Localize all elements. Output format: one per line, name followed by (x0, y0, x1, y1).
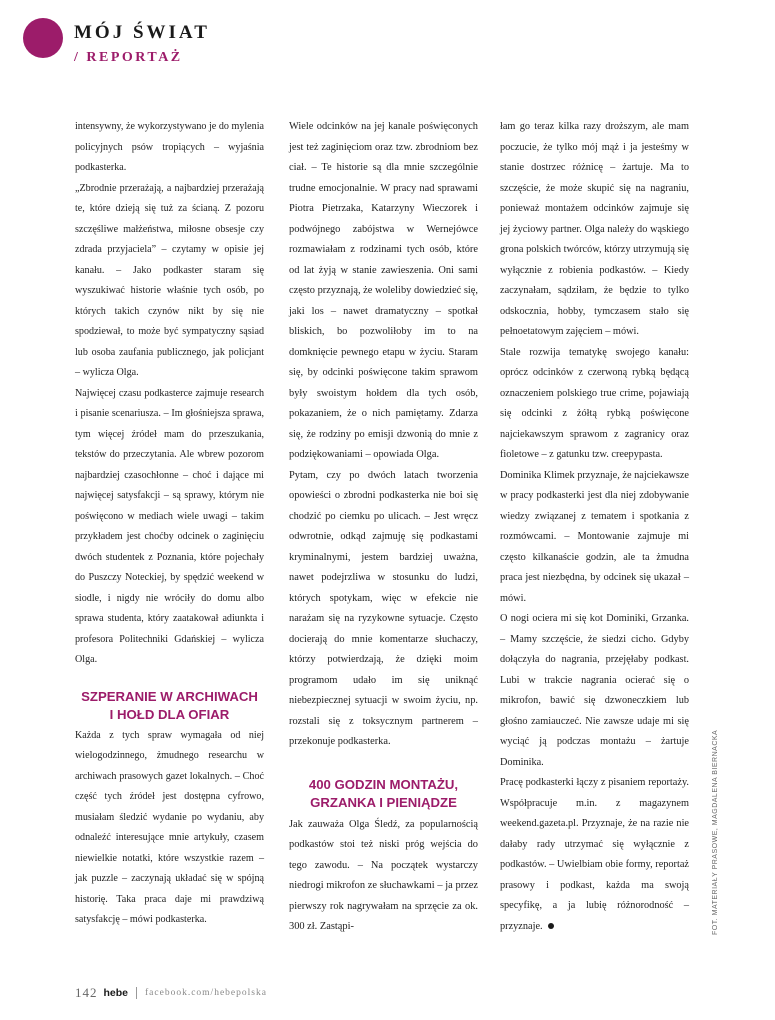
paragraph: „Zbrodnie przerażają, a najbardziej przerażają te, które dzieją się tuż za ścianą. Z pozoru szczęśliwe małżeństwa, miłosne obsesje czy zdrada przyjaciela” – czytamy w opisie jej kanału. – Jako podkaster staram się wyszukiwać historie właśnie tych osób, po których takich czynów nikt by się nie spodziewał, to może być sympatyczny sąsiad lub osoba zaufania publicznego, jak policjant – wylicza Olga. (75, 182, 264, 378)
paragraph: łam go teraz kilka razy droższym, ale mam poczucie, że tylko mój mąż i ja jesteśmy w stanie dostrzec różnicę – żartuje. Ma to szczęście, że może skupić się na nagraniu, ponieważ montażem odcinków zajmuje się jej życiowy partner. Olga należy do wąskiego grona polskich twórców, którzy utrzymują się wyłącznie z robienia podkastów. – Kiedy zaczynałam, sądziłam, że będzie to tylko odskocznia, hobby, tymczasem stało się pełnoetatowym zajęciem – mówi. (500, 121, 689, 337)
article-column-3 (500, 117, 689, 937)
paragraph: Wiele odcinków na jej kanale poświęconych jest też zaginięciom oraz tzw. zbrodniom bez ciał. – Te historie są dla mnie szczególnie trudne emocjonalnie. W pracy nad sprawami Piotra Pietrzaka, Katarzyny Wieczorek i podwójnego zabójstwa w Wernejówce rozmawiałam z rodzinami tych osób, które od lat żyją w stanie zawieszenia. Oni sami często przyznają, że woleliby dowiedzieć się, jaki los – nawet dramatyczny – spotkał bliskich, bo pozwoliłoby im to na domknięcie pewnego etapu w życiu. Staram się, by odcinki poświęcone takim sprawom były swoistym hołdem dla tych osób, pokazaniem, że o nich pamiętamy. Zdarza się, że rodziny po emisji dzwonią do mnie z podziękowaniami – opowiada Olga. (289, 121, 478, 460)
paragraph: Każda z tych spraw wymagała od niej wielogodzinnego, żmudnego researchu w archiwach prasowych gazet lokalnych. – Choć część tych źródeł jest dostępna cyfrowo, musiałam śledzić wydanie po wydaniu, aby odnaleźć interesujące mnie artykuły, czasem niewielkie notatki, które wszystkie razem – jak puzzle – zaczynają układać się w spójną historię. Taka praca daje mi prawdziwą satysfakcję – mówi podkasterka. (75, 729, 264, 925)
article-column-2 (289, 117, 478, 938)
article-subheading (289, 776, 478, 812)
paragraph: Najwięcej czasu podkasterce zajmuje research i pisanie scenariusza. – Im głośniejsza sprawa, tym więcej źródeł mam do przeszukania, tekstów do przeczytania. Ale wbrew pozorom najbardziej czasochłonne – choć i dające mi najwięcej satysfakcji – są sprawy, którym nie poświęcono w mediach wiele uwagi – takim przykładem jest choćby odcinek o zaginięciu dwóch studentek z Poznania, które pojechały do Puszczy Noteckiej, by spędzić weekend w siodle, i nigdy nie wróciły do domu albo sprawa studenta, który zaatakował adiunkta i profesora Politechniki Gdańskiej – wylicza Olga. (75, 387, 264, 665)
paragraph: Stale rozwija tematykę swojego kanału: oprócz odcinków z czerwoną rybką będącą oznaczeniem polskiego true crime, pojawiają się odcinki z żółtą rybką poświęcone najciekawszym sprawom z zagranicy oraz fioletowe – z gatunku tzw. creepypasta. (500, 346, 689, 460)
page-number: 142 (75, 985, 98, 1000)
paragraph (500, 773, 689, 937)
footer-divider (136, 987, 137, 999)
paragraph-text: Pracę podkasterki łączy z pisaniem reportaży. Współpracuje m.in. z magazynem weekend.gazeta.pl. Przyznaje, że na razie nie dałaby rady utrzymać się wyłącznie z podkastów. – Uwielbiam obie formy, reportaż prasowy i podkast, każda ma swoją specyfikę, a ja lubię różnorodność – przyznaje. (500, 777, 689, 932)
section-color-dot (23, 18, 63, 58)
subheading-line: I HOŁD DLA OFIAR (109, 706, 230, 722)
section-subtitle: / REPORTAŻ (74, 50, 183, 65)
magazine-logo: hebe (103, 987, 129, 999)
article-end-mark-icon (548, 923, 554, 929)
paragraph: O nogi ociera mi się kot Dominiki, Grzanka. – Mamy szczęście, że siedzi cicho. Gdyby dołączyła do nagrania, przejęłaby podkast. Lubi w trakcie nagrania ocierać się o mikrofon, bawić się dzwoneczkiem lub głośno zamiauczeć. Nie zawsze udaje mi się wyciąć ją podczas montażu – żartuje Dominika. (500, 613, 689, 768)
subheading-line: 400 GODZIN MONTAŻU, (308, 776, 459, 792)
paragraph: intensywny, że wykorzystywano je do mylenia policyjnych psów tropiących – wyjaśnia podkasterka. (75, 121, 264, 173)
paragraph: Jak zauważa Olga Śledź, za popularnością podkastów stoi też niski próg wejścia do tego zawodu. – Na początek wystarczy niedrogi mikrofon ze słuchawkami – ja przez pierwszy rok nagrywałam na sprzęcie za ok. 300 zł. Zastąpi- (289, 818, 478, 932)
photo-credit: FOT. MATERIAŁY PRASOWE, MAGDALENA BIERNACKA (712, 729, 719, 935)
paragraph: Dominika Klimek przyznaje, że najciekawsze w pracy podkasterki jest dla niej zdobywanie wiedzy związanej z tematem i spotkania z rozmówcami. – Montowanie zajmuje mi często kilkanaście godzin, ale ta żmudna praca jest niezbędna, by odcinek się ukazał – mówi. (500, 469, 689, 604)
article-column-1 (75, 117, 264, 931)
subheading-line: SZPERANIE W ARCHIWACH (81, 688, 258, 704)
section-title: MÓJ ŚWIAT (74, 22, 210, 43)
subheading-line: GRZANKA I PIENIĄDZE (310, 794, 457, 810)
facebook-link[interactable]: facebook.com/hebepolska (145, 988, 267, 998)
article-subheading (75, 688, 264, 724)
page-footer (75, 985, 267, 1001)
paragraph: Pytam, czy po dwóch latach tworzenia opowieści o zbrodni podkasterka nie boi się chodzić po ciemku po ulicach. – Jest wręcz odwrotnie, odkąd zajmuję się podkastami kryminalnymi, jestem bardziej uważna, nawet podejrzliwa w stosunku do ludzi, których spotykam, więc w efekcie nie narażam się na ryzykowne sytuacje. Często docierają do mnie komentarze słuchaczy, którzy potwierdzają, że dzięki moim programom udało im się uniknąć niebezpiecznej sytuacji w swoim życiu, np. rozstali się z toksycznym partnerem – przekonuje podkasterka. (289, 469, 478, 747)
